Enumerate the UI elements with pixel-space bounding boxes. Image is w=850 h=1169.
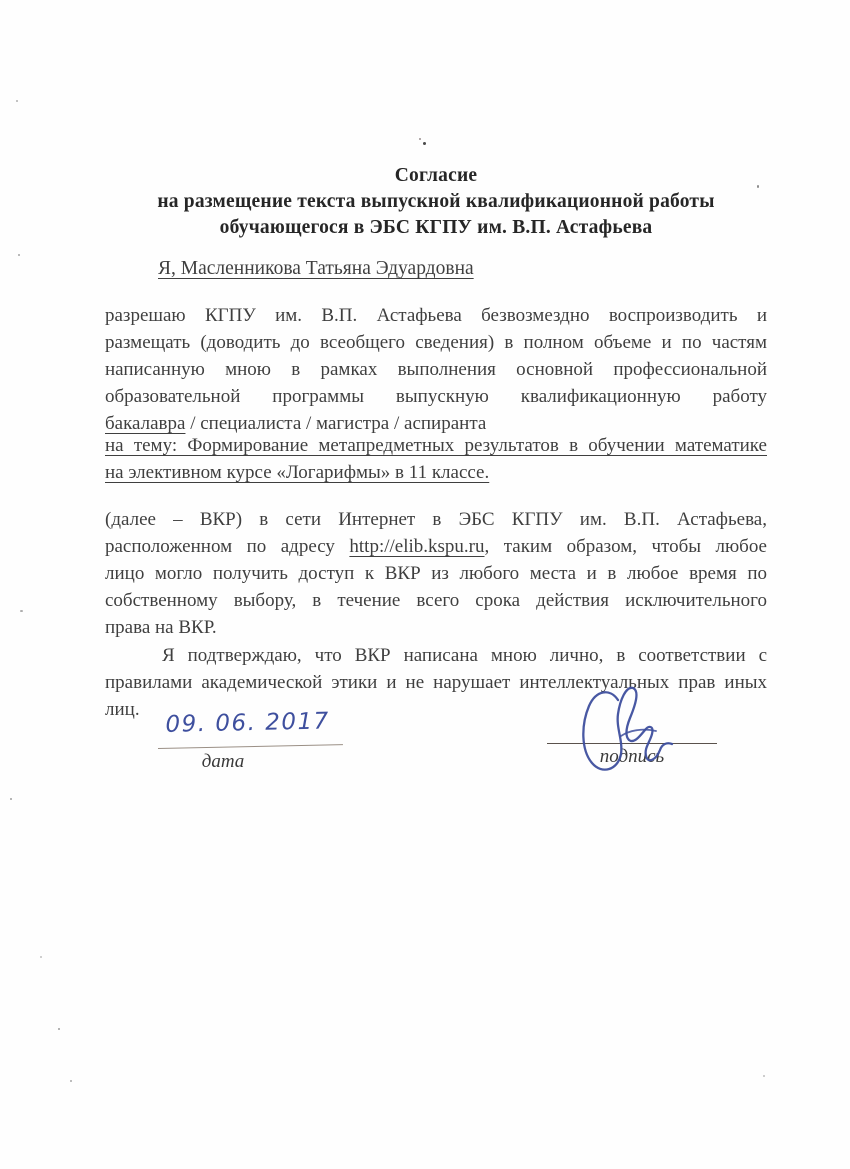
body-line: Я подтверждаю, что ВКР написана мною лично, в соответствии с: [162, 645, 767, 666]
body-line-with-link: [105, 533, 767, 560]
scan-speck: [58, 1028, 60, 1030]
body-line: собственному выбору, в течение всего срока действия исключительного: [105, 590, 767, 611]
placement-paragraph: [105, 506, 767, 641]
thesis-topic: [105, 432, 767, 486]
body-line: размещать (доводить до всеобщего сведения) в полном объеме и по частям: [105, 332, 767, 353]
scan-speck: [16, 100, 18, 102]
topic-line-2: на элективном курсе «Логарифмы» в 11 классе.: [105, 462, 490, 483]
scan-speck: [20, 610, 23, 612]
scan-speck: [70, 1080, 72, 1082]
scan-speck: [18, 254, 20, 256]
body-line: образовательной программы выпускную квалификационную работу: [105, 386, 767, 407]
scan-speck: [40, 956, 42, 958]
scan-speck: [763, 1075, 765, 1077]
handwritten-date: 09. 06. 2017: [157, 708, 343, 749]
elib-url: http://elib.kspu.ru: [349, 536, 485, 557]
body-line: лицо могло получить доступ к ВКР из любого места и в любое время по: [105, 563, 767, 584]
signature-label: подпись: [599, 746, 665, 767]
document-title: [105, 163, 767, 241]
handwritten-signature: [572, 684, 690, 782]
body-line: (далее – ВКР) в сети Интернет в ЭБС КГПУ им. В.П. Астафьева,: [105, 509, 767, 530]
body-line: лиц.: [105, 699, 140, 720]
link-suffix-text: , таким образом, чтобы любое: [484, 536, 767, 557]
title-line-2: на размещение текста выпускной квалификационной работы: [157, 191, 715, 212]
topic-line-1: на тему: Формирование метапредметных результатов в обучении математике: [105, 435, 767, 456]
degree-selected: бакалавра: [105, 413, 186, 434]
scan-speck: [757, 185, 759, 188]
permission-paragraph: [105, 302, 767, 437]
signature-field: [547, 690, 717, 768]
scan-speck: [10, 798, 12, 800]
body-line: правилами академической этики и не нарушает интеллектуальных прав иных: [105, 672, 767, 693]
title-line-3: обучающегося в ЭБС КГПУ им. В.П. Астафьева: [219, 217, 653, 238]
degree-alternatives: / специалиста / магистра / аспиранта: [185, 413, 487, 434]
body-line: разрешаю КГПУ им. В.П. Астафьева безвозмездно воспроизводить и: [105, 305, 767, 326]
declarant-line: [105, 255, 820, 282]
declarant-name: Я, Масленникова Татьяна Эдуардовна: [158, 258, 474, 279]
date-label: дата: [201, 751, 245, 772]
link-prefix-text: расположенном по адресу: [105, 536, 350, 557]
title-line-1: Согласие: [394, 165, 478, 186]
date-field: [158, 708, 343, 773]
scan-speck: [419, 138, 421, 140]
body-line: права на ВКР.: [105, 617, 217, 638]
body-line: написанную мною в рамках выполнения основной профессиональной: [105, 359, 767, 380]
scan-speck: [423, 142, 426, 145]
